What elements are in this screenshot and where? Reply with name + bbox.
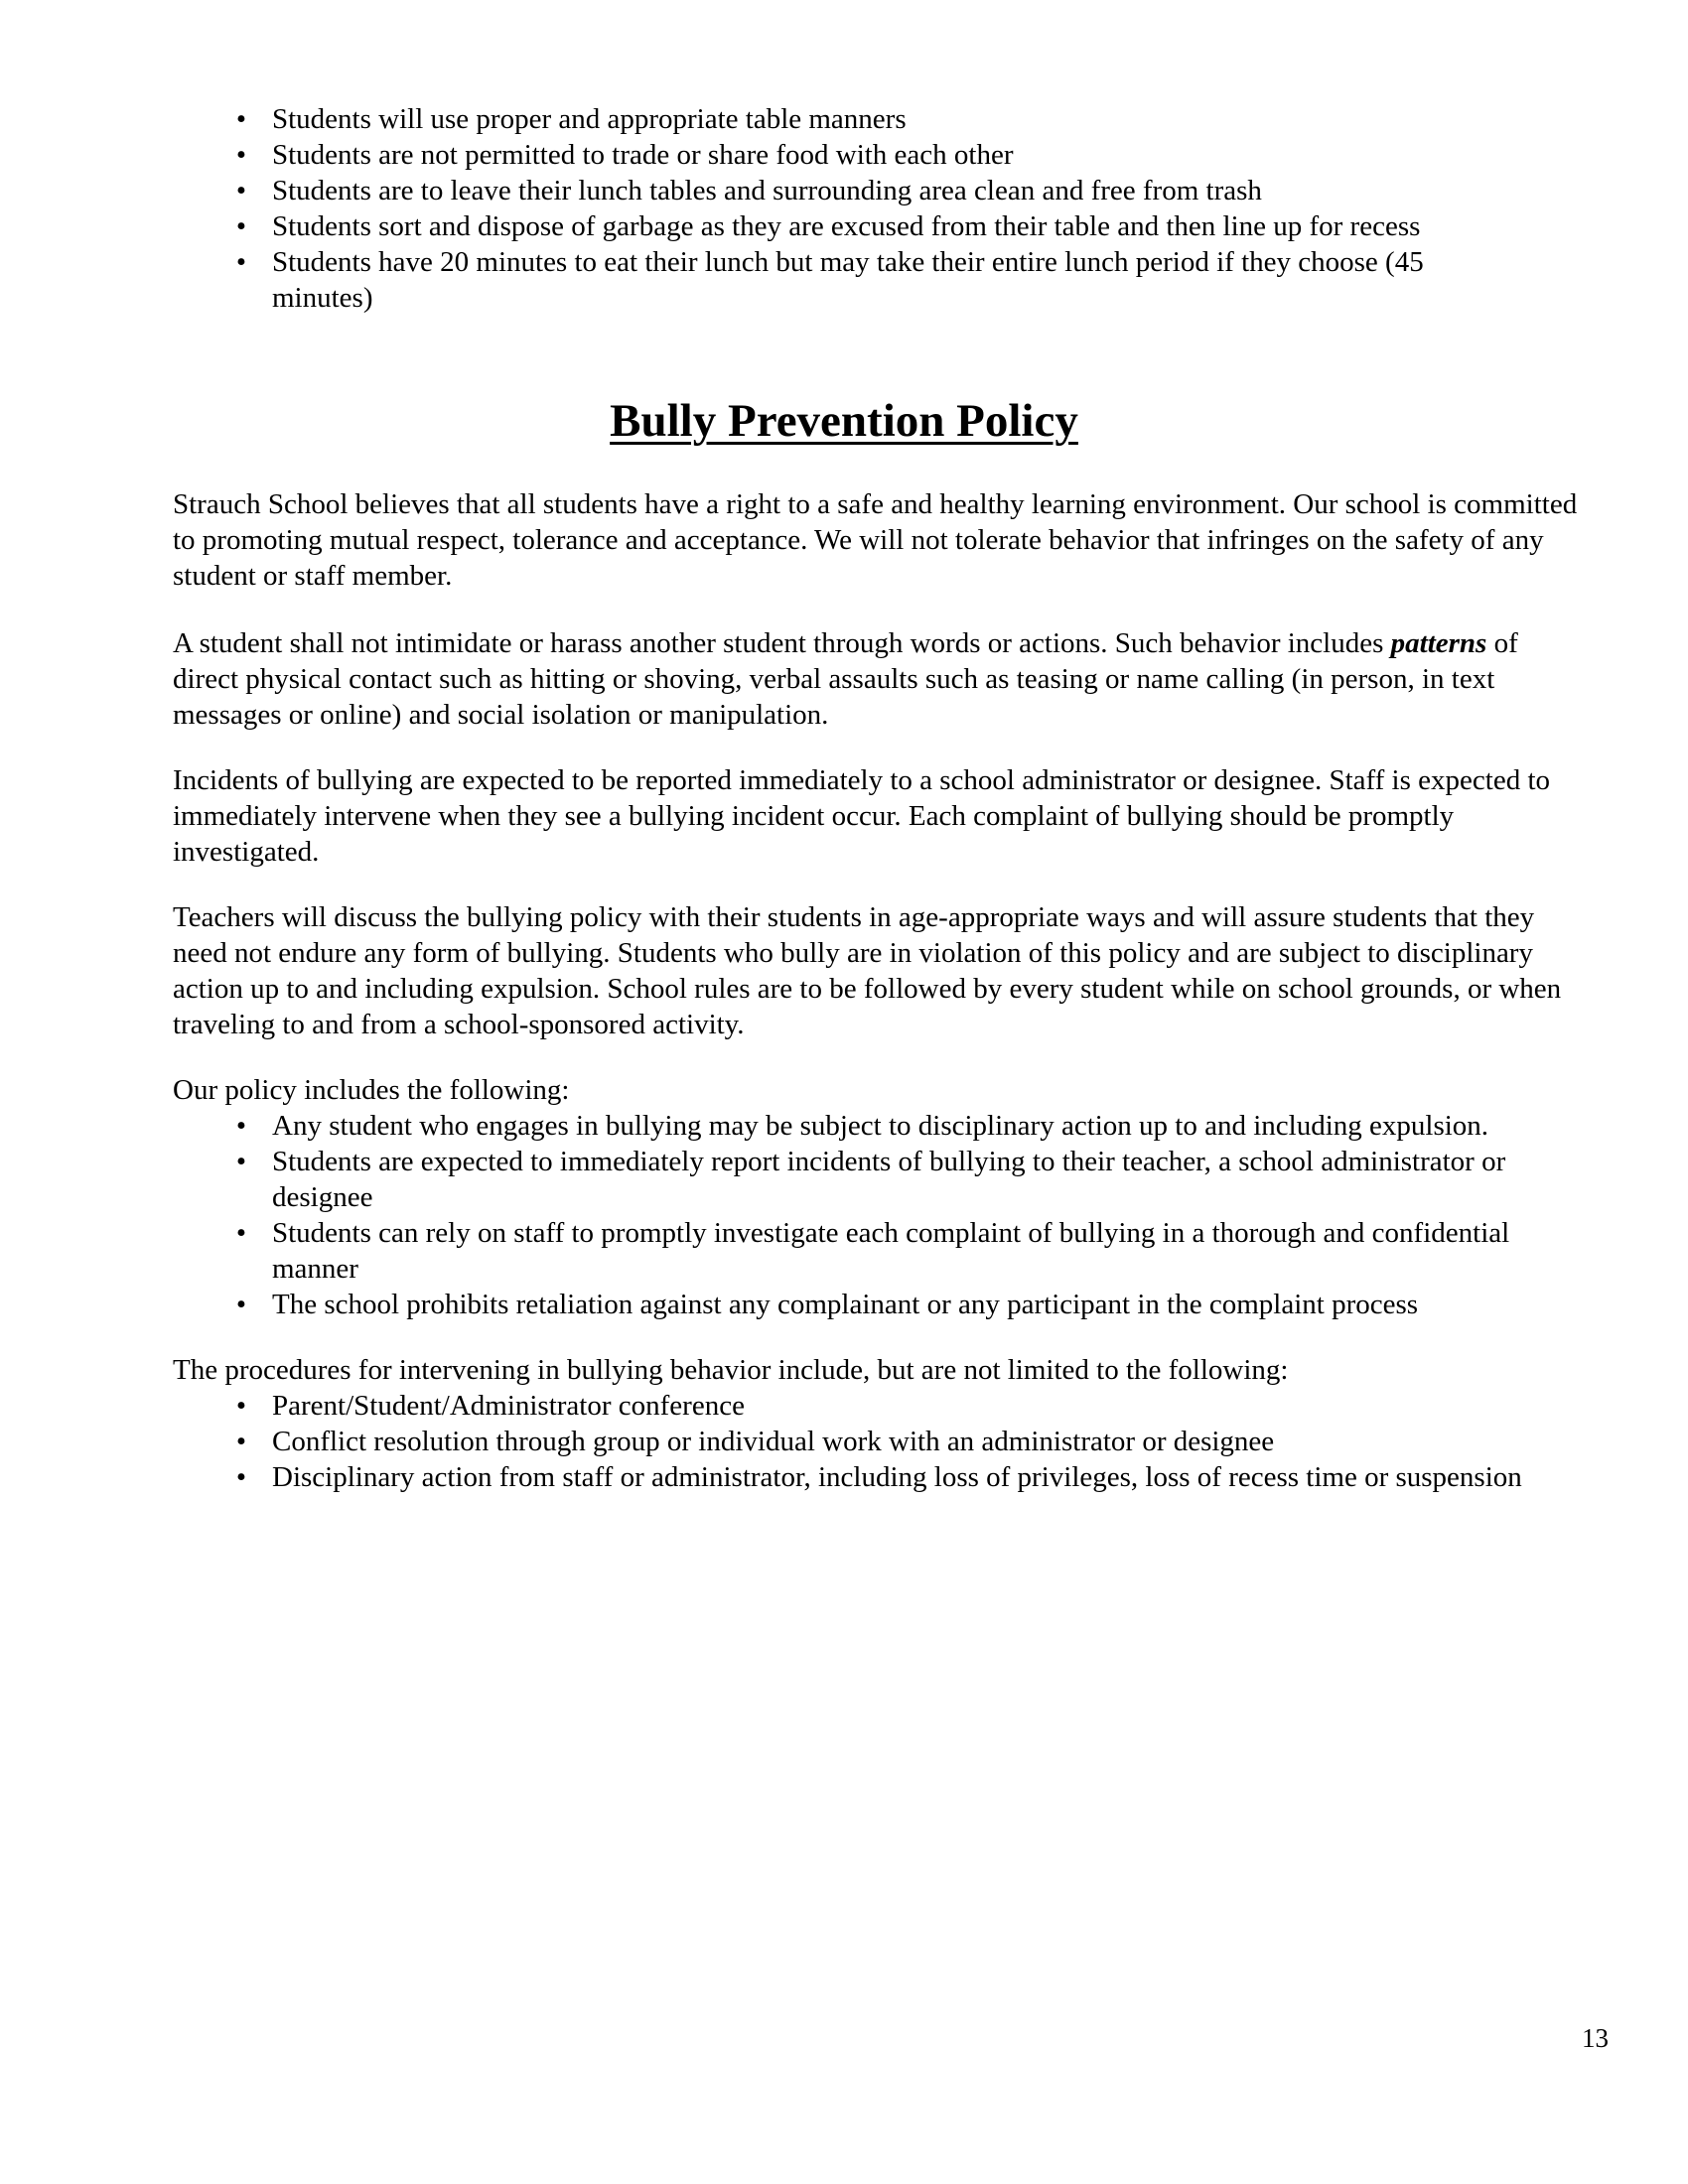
list-item: • Students will use proper and appropriate table manners: [173, 101, 1622, 137]
bullet-icon: •: [235, 103, 247, 135]
list-item: • Students are to leave their lunch tables and surrounding area clean and free from trash: [173, 173, 1622, 208]
list-item: • Disciplinary action from staff or administrator, including loss of privileges, loss of recess time or suspension: [173, 1459, 1622, 1495]
list-item: • Students are not permitted to trade or share food with each other: [173, 137, 1622, 173]
bullet-icon: •: [235, 1110, 247, 1142]
bullet-icon: •: [235, 1146, 247, 1177]
policy-list: [173, 1108, 1622, 1322]
behavior-paragraph: A student shall not intimidate or harass another student through words or actions. Such behavior includes patterns of direct physical contact such as hitting or shoving, verbal assaults such as teasing or name calling (in person, in text messages or online) and social isolation or manipulation.: [173, 627, 1518, 731]
bullet-icon: •: [235, 246, 247, 278]
bullet-icon: •: [235, 175, 247, 206]
list-item: • Students are expected to immediately report incidents of bullying to their teacher, a school administrator or designee: [173, 1144, 1622, 1215]
bullet-icon: •: [235, 1426, 247, 1457]
procedures-list: [173, 1388, 1622, 1495]
intro-paragraph: Strauch School believes that all students have a right to a safe and healthy learning environment. Our school is committed to promoting mutual respect, tolerance and acceptance. We will not tolerate behavior that infringes on the safety of any student or staff member.: [173, 488, 1578, 592]
list-item: • Conflict resolution through group or individual work with an administrator or designee: [173, 1424, 1622, 1459]
section-heading: Bully Prevention Policy: [610, 395, 1078, 447]
list-item: • The school prohibits retaliation against any complainant or any participant in the complaint process: [173, 1287, 1622, 1322]
list-item: • Students have 20 minutes to eat their lunch but may take their entire lunch period if they choose (45 minutes): [173, 244, 1622, 316]
list-item: • Students can rely on staff to promptly investigate each complaint of bullying in a thorough and confidential manner: [173, 1215, 1622, 1287]
list-item: • Any student who engages in bullying may be subject to disciplinary action up to and including expulsion.: [173, 1108, 1622, 1144]
teachers-paragraph: Teachers will discuss the bullying policy with their students in age-appropriate ways and will assure students that they need not endure any form of bullying. Students who bully are in violation of this policy and are subject to disciplinary action up to and including expulsion. School rules are to be followed by every student while on school grounds, or when traveling to and from a school-sponsored activity.: [173, 901, 1562, 1040]
bullet-icon: •: [235, 1217, 247, 1249]
list-item: • Parent/Student/Administrator conference: [173, 1388, 1622, 1424]
bullet-icon: •: [235, 1289, 247, 1320]
policy-intro: Our policy includes the following:: [173, 1074, 570, 1106]
lunch-rules-list: [173, 101, 1622, 316]
bullet-icon: •: [235, 210, 247, 242]
page-number: 13: [1582, 2023, 1609, 2053]
emphasis-text: patterns: [1390, 627, 1487, 659]
bullet-icon: •: [235, 1390, 247, 1422]
bullet-icon: •: [235, 139, 247, 171]
list-item: • Students sort and dispose of garbage as they are excused from their table and then line up for recess: [173, 208, 1622, 244]
bullet-icon: •: [235, 1461, 247, 1493]
procedures-intro: The procedures for intervening in bullying behavior include, but are not limited to the following:: [173, 1354, 1289, 1386]
reporting-paragraph: Incidents of bullying are expected to be reported immediately to a school administrator or designee. Staff is expected to immediately intervene when they see a bullying incident occur. Each complaint of bullying should be promptly investigated.: [173, 764, 1551, 868]
